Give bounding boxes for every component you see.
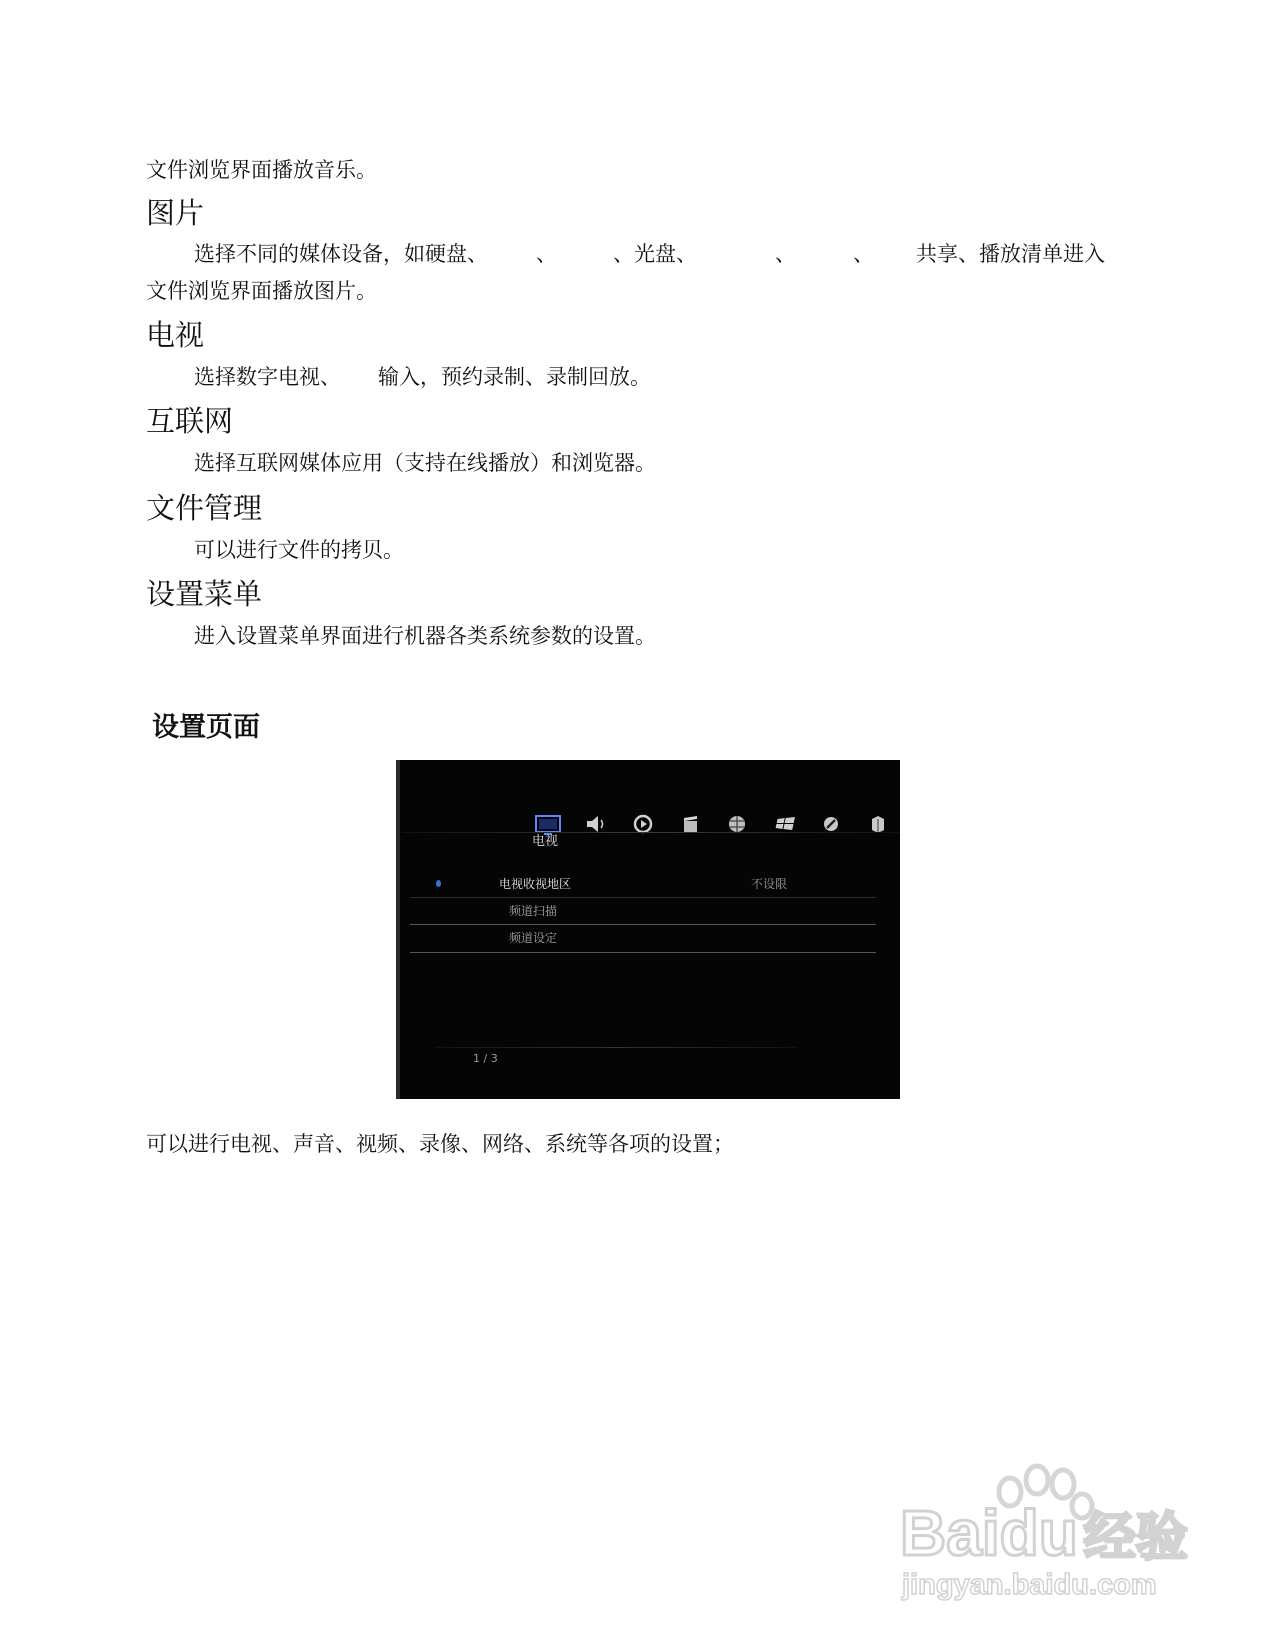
watermark-brand: Baidu 经验 [900,1497,1188,1569]
text-segment: 、 [775,242,796,266]
section-heading-file-management: 文件管理 [146,491,263,525]
section-heading-pictures: 图片 [146,196,205,230]
tab-title: 电视 [532,834,559,849]
paragraph-line-internet: 选择互联网媒体应用（支持在线播放）和浏览器。 [194,451,656,475]
text-segment: 、 [536,242,557,266]
settings-item-label: 电视收视地区 [499,877,572,891]
paragraph-line-pictures-1 [0,240,1275,268]
section-heading-settings-menu: 设置菜单 [146,577,263,611]
text-segment: 选择不同的媒体设备，如硬盘、 [194,242,488,266]
paragraph-line: 文件浏览界面播放音乐。 [146,158,377,182]
caption: 可以进行电视、声音、视频、录像、网络、系统等各项的设置； [146,1132,734,1156]
settings-item-value: 不设限 [751,877,788,891]
row-divider [410,924,876,925]
screenshot-edge [396,760,400,1099]
paragraph-line-tv [0,363,1275,391]
paragraph-line-pictures-2: 文件浏览界面播放图片。 [146,279,377,303]
baidu-jingyan-watermark [900,1440,1210,1600]
section-heading-internet: 互联网 [146,404,234,438]
settings-item-label: 频道设定 [509,931,558,945]
section-heading-settings-page: 设置页面 [152,712,260,743]
text-segment: 输入，预约录制、录制回放。 [378,365,651,389]
settings-item-label: 频道扫描 [509,904,558,918]
watermark-url: jingyan.baidu.com [902,1569,1157,1601]
text-segment: 共享、播放清单进入 [916,242,1105,266]
page-indicator: 1 / 3 [473,1052,498,1065]
row-divider [410,952,876,953]
text-segment: 选择数字电视、 [194,365,341,389]
text-segment: 、 [853,242,874,266]
row-divider [410,897,876,898]
paragraph-line-settings-menu: 进入设置菜单界面进行机器各类系统参数的设置。 [194,624,656,648]
section-heading-tv: 电视 [146,318,205,352]
selection-indicator-icon [436,880,441,887]
settings-screenshot [396,760,900,1099]
header-divider [402,832,900,833]
footer-divider [436,1047,796,1048]
text-segment: 、光盘、 [613,242,697,266]
paragraph-line-file-management: 可以进行文件的拷贝。 [194,538,404,562]
